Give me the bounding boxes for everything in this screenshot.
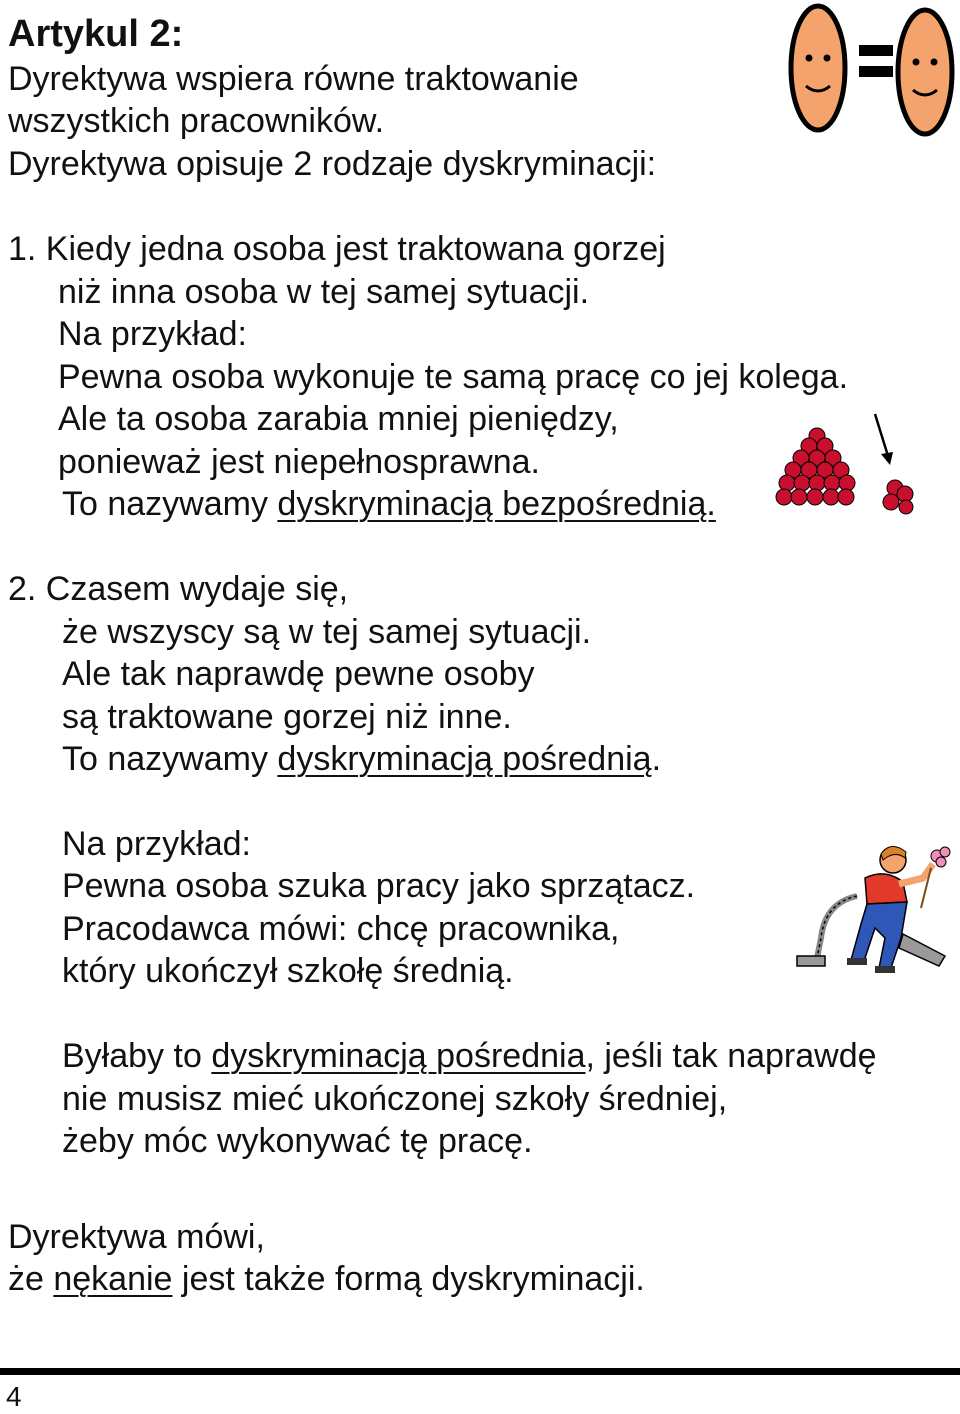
- item1-line-6: ponieważ jest niepełnosprawna.: [58, 443, 540, 481]
- page-number: 4: [6, 1381, 22, 1412]
- direct-discrimination-term: dyskryminacją bezpośrednią.: [277, 485, 716, 523]
- equal-faces-icon: [785, 0, 957, 142]
- page-title: Artykul 2:: [8, 13, 184, 55]
- example-line-4: który ukończył szkołę średnią.: [62, 952, 514, 990]
- conclusion-line-1-prefix: Byłaby to: [62, 1037, 212, 1075]
- indirect-discrimination-term-2: dyskryminacją pośrednia: [211, 1037, 586, 1075]
- conclusion-line-1-suffix: , jeśli tak naprawdę: [585, 1037, 877, 1075]
- conclusion-line-1: [62, 1035, 877, 1077]
- item2-line-1: 2. Czasem wydaje się,: [8, 570, 349, 608]
- item2-line-2: że wszyscy są w tej samej sytuacji.: [62, 613, 592, 651]
- closing-line-2-suffix: jest także formą dyskryminacji.: [172, 1260, 645, 1298]
- money-pile-icon: [775, 410, 920, 520]
- item1-line-7-prefix: To nazywamy: [62, 485, 278, 523]
- example-line-2: Pewna osoba szuka pracy jako sprzątacz.: [62, 867, 696, 905]
- item1-line-4: Pewna osoba wykonuje te samą pracę co jej kolega.: [58, 358, 849, 396]
- intro-line-3: Dyrektywa opisuje 2 rodzaje dyskryminacji:: [8, 145, 657, 183]
- intro-line-1: Dyrektywa wspiera równe traktowanie: [8, 60, 579, 98]
- intro-line-2: wszystkich pracowników.: [8, 102, 385, 140]
- example-line-1: Na przykład:: [62, 825, 251, 863]
- item2-line-5-prefix: To nazywamy: [62, 740, 278, 778]
- conclusion-line-3: żeby móc wykonywać tę pracę.: [62, 1122, 533, 1160]
- item1-line-5: Ale ta osoba zarabia mniej pieniędzy,: [58, 400, 619, 438]
- closing-line-2: [8, 1258, 645, 1300]
- closing-line-2-prefix: że: [8, 1260, 54, 1298]
- item2-line-5-suffix: .: [651, 740, 662, 778]
- indirect-discrimination-term: dyskryminacją pośrednią: [277, 740, 652, 778]
- item1-line-3: Na przykład:: [58, 315, 247, 353]
- footer-rule: [0, 1368, 960, 1375]
- example-line-3: Pracodawca mówi: chcę pracownika,: [62, 910, 620, 948]
- harassment-term: nękanie: [53, 1260, 173, 1298]
- item1-line-2: niż inna osoba w tej samej sytuacji.: [58, 273, 590, 311]
- item2-line-4: są traktowane gorzej niż inne.: [62, 698, 512, 736]
- cleaner-icon: [795, 838, 960, 978]
- item2-line-5: [62, 738, 661, 780]
- item1-line-1: 1. Kiedy jedna osoba jest traktowana gorzej: [8, 230, 666, 268]
- item1-line-7: [62, 483, 716, 525]
- closing-line-1: Dyrektywa mówi,: [8, 1218, 265, 1256]
- item2-line-3: Ale tak naprawdę pewne osoby: [62, 655, 535, 693]
- conclusion-line-2: nie musisz mieć ukończonej szkoły średniej,: [62, 1080, 728, 1118]
